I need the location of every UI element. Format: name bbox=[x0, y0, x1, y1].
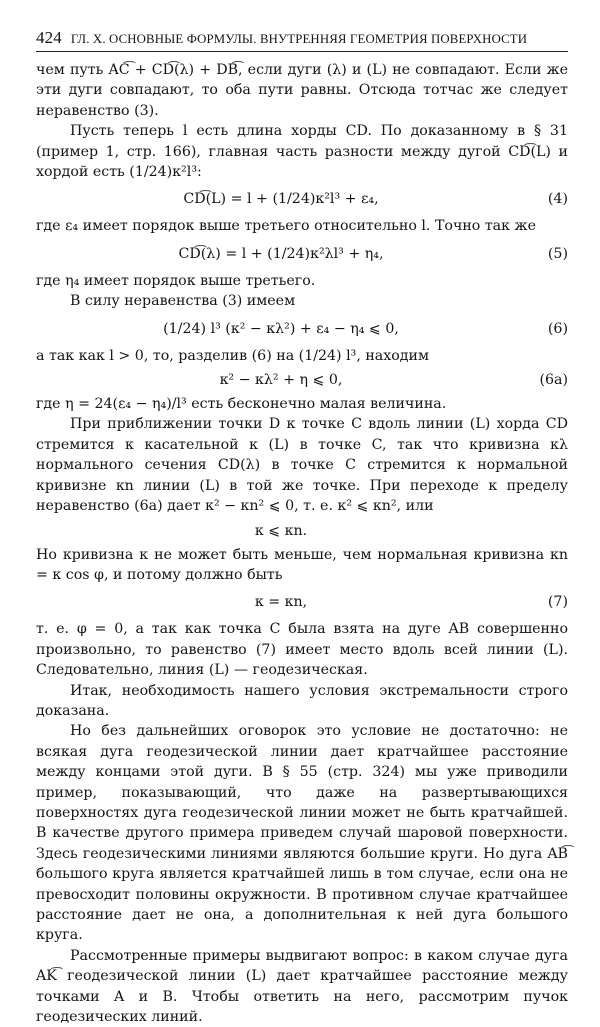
equation bbox=[36, 370, 568, 390]
equation bbox=[36, 189, 568, 209]
paragraph: т. е. φ = 0, а так как точка C была взята на дуге AB совершенно произвольно, то равенство (7) имеет место вдоль всей линии (L). Следовательно, линия (L) — геодезическая. bbox=[36, 621, 568, 679]
paragraph: чем путь AC͡ + CD͡(λ) + DB͡, если дуги (λ) и (L) не совпадают. Если же эти дуги совпадают, то оба пути равны. Отсюда тотчас же следует неравенство (3). bbox=[36, 62, 568, 119]
equation-formula: κ ⩽ κn. bbox=[254, 522, 308, 539]
equation-formula: κ = κn, bbox=[254, 594, 308, 611]
equation-number: (7) bbox=[547, 594, 568, 611]
running-header bbox=[36, 28, 568, 52]
paragraph: Рассмотренные примеры выдвигают вопрос: в каком случае дуга AK͡ геодезической линии (L) дает кратчайшее расстояние между точками A и B. Чтобы ответить на него, рассмотрим пучок геодезических линий. bbox=[36, 947, 568, 1026]
paragraph: При приближении точки D к точке C вдоль линии (L) хорда CD стремится к касательной к (L) в точке C, так что кривизна κλ нормального сечения CD(λ) в точке C стремится к нормальной кривизне κn линии (L) в той же точке. При переходе к пределу неравенство (6а) дает κ² − κn² ⩽ 0, т. е. κ² ⩽ κn², или bbox=[36, 416, 568, 515]
paragraph: В силу неравенства (3) имеем bbox=[70, 293, 296, 310]
equation-formula: CD͡(λ) = l + (1/24)κ²λl³ + η₄, bbox=[178, 245, 384, 262]
running-title: ГЛ. X. ОСНОВНЫЕ ФОРМУЛЫ. ВНУТРЕННЯЯ ГЕОМЕТРИЯ ПОВЕРХНОСТИ bbox=[70, 32, 528, 46]
equation-formula: κ² − κλ² + η ⩽ 0, bbox=[219, 372, 343, 389]
equation-number: (6а) bbox=[539, 372, 568, 389]
equation-number: (4) bbox=[547, 191, 568, 208]
paragraph: где ε₄ имеет порядок выше третьего относительно l. Точно так же bbox=[36, 218, 536, 235]
page-body bbox=[36, 60, 568, 1027]
equation bbox=[36, 592, 568, 612]
equation-number: (6) bbox=[547, 320, 568, 337]
page-number: 424 bbox=[36, 28, 62, 47]
paragraph: Но без дальнейших оговорок это условие не достаточно: не всякая дуга геодезической линии дает кратчайшее расстояние между концами этой дуги. В § 55 (стр. 324) мы уже приводили пример, показывающий, что даже на развертывающихся поверхностях дуга геодезической линии может не быть кратчайшей. В качестве другого примера приведем случай шаровой поверхности. Здесь геодезическими линиями являются большие круги. Но дуга AB͡ большого круга является кратчайшей лишь в том случае, если она не превосходит половины окружности. В противном случае кратчайшее расстояние дает не она, а дополнительная к ней дуга большого круга. bbox=[36, 723, 568, 944]
paragraph: Пусть теперь l есть длина хорды CD. По доказанному в § 31 (пример 1, стр. 166), главная часть разности между дугой CD͡(L) и хордой есть (1/24)κ²l³: bbox=[36, 123, 568, 181]
paragraph: Но кривизна κ не может быть меньше, чем нормальная кривизна κn = κ cos φ, и потому должно быть bbox=[36, 546, 568, 583]
paragraph: где η = 24(ε₄ − η₄)/l³ есть бесконечно малая величина. bbox=[36, 396, 447, 413]
equation-formula: (1/24) l³ (κ² − κλ²) + ε₄ − η₄ ⩽ 0, bbox=[163, 320, 399, 337]
paragraph: где η₄ имеет порядок выше третьего. bbox=[36, 272, 316, 289]
paragraph: Итак, необходимость нашего условия экстремальности строго доказана. bbox=[36, 682, 568, 719]
equation-number: (5) bbox=[547, 245, 568, 262]
equation bbox=[36, 521, 568, 541]
paragraph: а так как l > 0, то, разделив (6) на (1/24) l³, находим bbox=[36, 347, 430, 364]
equation bbox=[36, 244, 568, 264]
equation-formula: CD͡(L) = l + (1/24)κ²l³ + ε₄, bbox=[183, 191, 379, 208]
equation bbox=[36, 319, 568, 339]
